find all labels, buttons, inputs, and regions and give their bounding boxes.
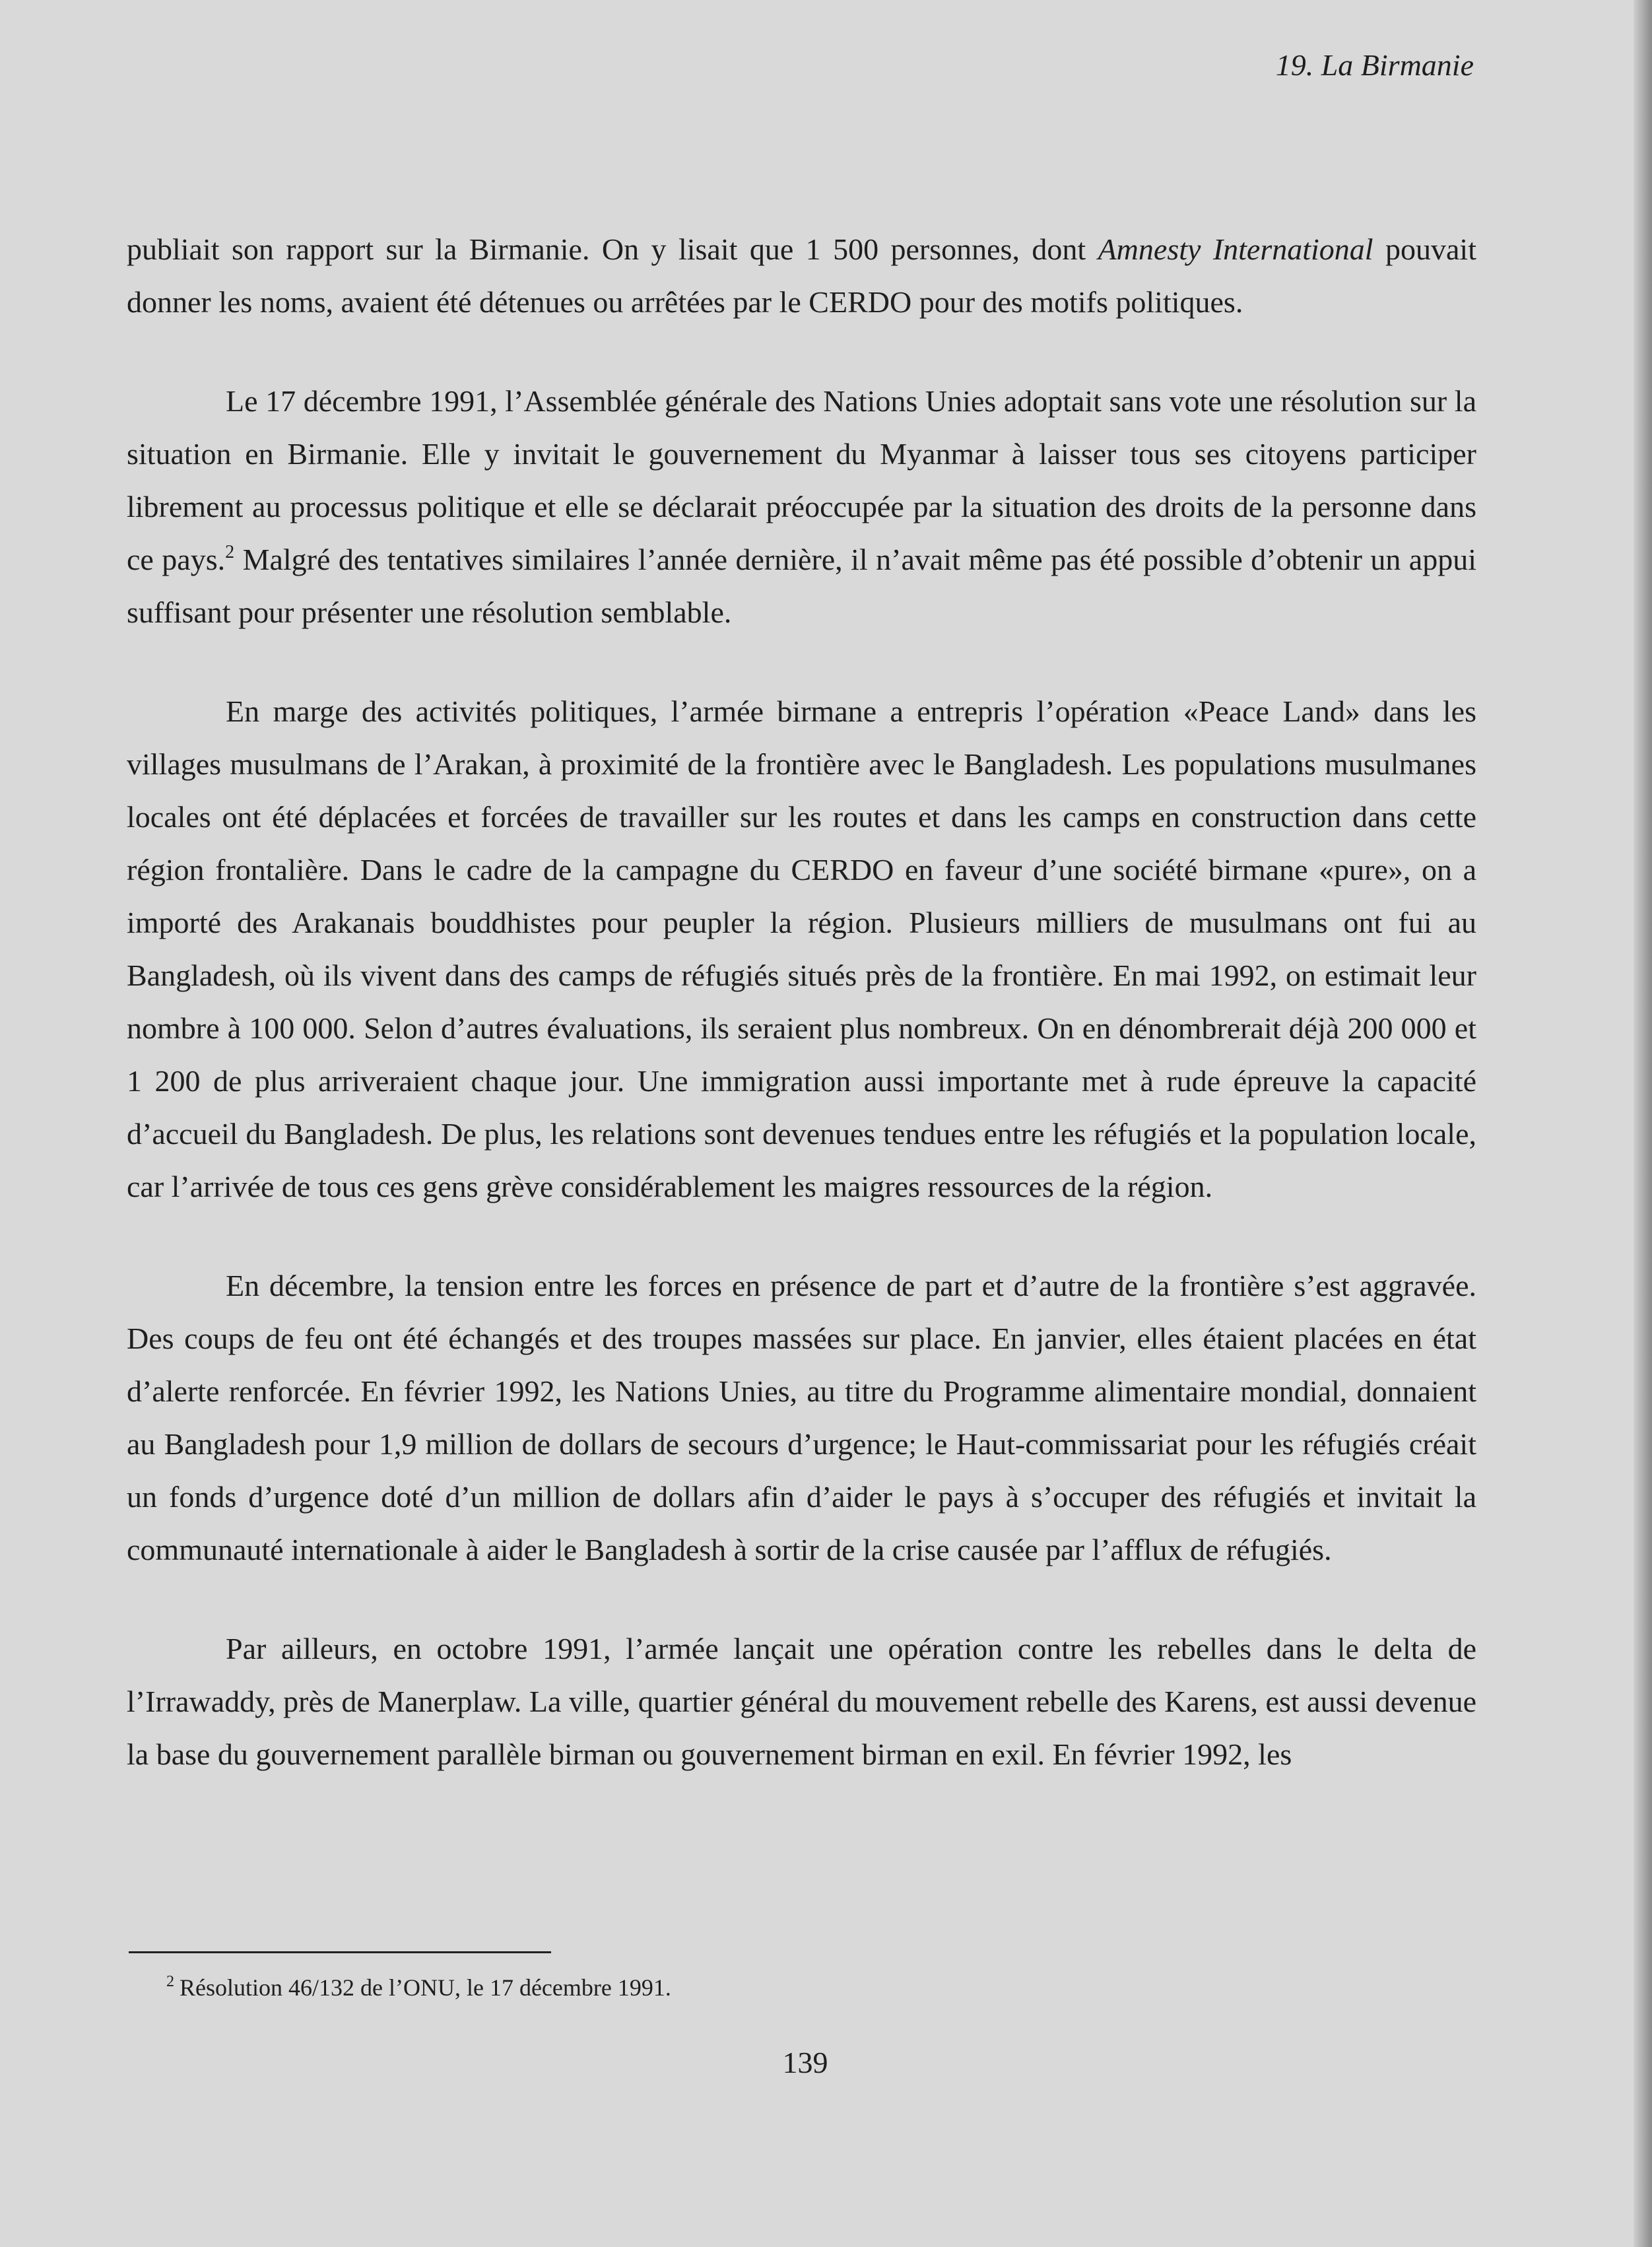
paragraph-4: En décembre, la tension entre les forces en présence de part et d’autre de la frontière s’est aggravée. Des coups de feu ont été échangés et des troupes massées sur place. En janvier, elles étaient placées en état d’alerte renforcée. En février 1992, les Nations Unies, au titre du Programme alimentaire mondial, donnaient au Bangladesh pour 1,9 million de dollars de secours d’urgence; le Haut-commissariat pour les réfugiés créait un fonds d’urgence doté d’un million de dollars afin d’aider le pays à s’occuper des réfugiés et invitait la communauté internationale à aider le Bangladesh à sortir de la crise causée par l’afflux de réfugiés. bbox=[127, 1269, 1476, 1566]
footnote-number: 2 bbox=[166, 1973, 174, 1990]
paragraph-2-text-b: Malgré des tentatives similaires l’année dernière, il n’avait même pas été possible d’obtenir un appui suffisant pour présenter une résolution semblable. bbox=[127, 543, 1477, 629]
paragraph-3: En marge des activités politiques, l’armée birmane a entrepris l’opération «Peace Land» dans les villages musulmans de l’Arakan, à proximité de la frontière avec le Bangladesh. Les populations musulmanes locales ont été déplacées et forcées de travailler sur les routes et dans les camps en construction dans cette région frontalière. Dans le cadre de la campagne du CERDO en faveur d’une société birmane «pure», on a importé des Arakanais bouddhistes pour peupler la région. Plusieurs milliers de musulmans ont fui au Bangladesh, où ils vivent dans des camps de réfugiés situés près de la frontière. En mai 1992, on estimait leur nombre à 100 000. Selon d’autres évaluations, ils seraient plus nombreux. On en dénombrerait déjà 200 000 et 1 200 de plus arriveraient chaque jour. Une immigration aussi importante met à rude épreuve la capacité d’accueil du Bangladesh. De plus, les relations sont devenues tendues entre les réfugiés et la population locale, car l’arrivée de tous ces gens grève considérablement les maigres ressources de la région. bbox=[127, 694, 1476, 1203]
footnote-text: Résolution 46/132 de l’ONU, le 17 décembre 1991. bbox=[180, 1974, 671, 2001]
footnote-reference: 2 bbox=[225, 542, 235, 562]
paragraph-1-text-a: publiait son rapport sur la Birmanie. On y lisait que 1 500 personnes, dont bbox=[127, 232, 1098, 266]
paragraph-1-text-b: pouvait donner les noms, avaient été détenues ou arrêtées par le CERDO pour des motifs politiques. bbox=[127, 232, 1476, 319]
paragraph-2-text-a: Le 17 décembre 1991, l’Assemblée générale des Nations Unies adoptait sans vote une résolution sur la situation en Birmanie. Elle y invitait le gouvernement du Myanmar à laisser tous ses citoyens participer librement au processus politique et elle se déclarait préoccupée par la situation des droits de la personne dans ce pays. bbox=[127, 384, 1476, 576]
page-number: 139 bbox=[782, 2046, 828, 2079]
paragraph-1 bbox=[127, 223, 1476, 329]
footnote-rule bbox=[129, 1951, 551, 1953]
paragraph-2 bbox=[127, 375, 1476, 639]
book-spine-shadow bbox=[1634, 0, 1652, 2247]
footnote bbox=[166, 1974, 671, 2001]
paragraph-5: Par ailleurs, en octobre 1991, l’armée lançait une opération contre les rebelles dans le delta de l’Irrawaddy, près de Manerplaw. La ville, quartier général du mouvement rebelle des Karens, est aussi devenue la base du gouvernement parallèle birman ou gouvernement birman en exil. En février 1992, les bbox=[127, 1632, 1476, 1771]
amnesty-international-italic: Amnesty International bbox=[1098, 232, 1373, 266]
body-text bbox=[127, 223, 1476, 1781]
running-head: 19. La Birmanie bbox=[1275, 48, 1474, 82]
